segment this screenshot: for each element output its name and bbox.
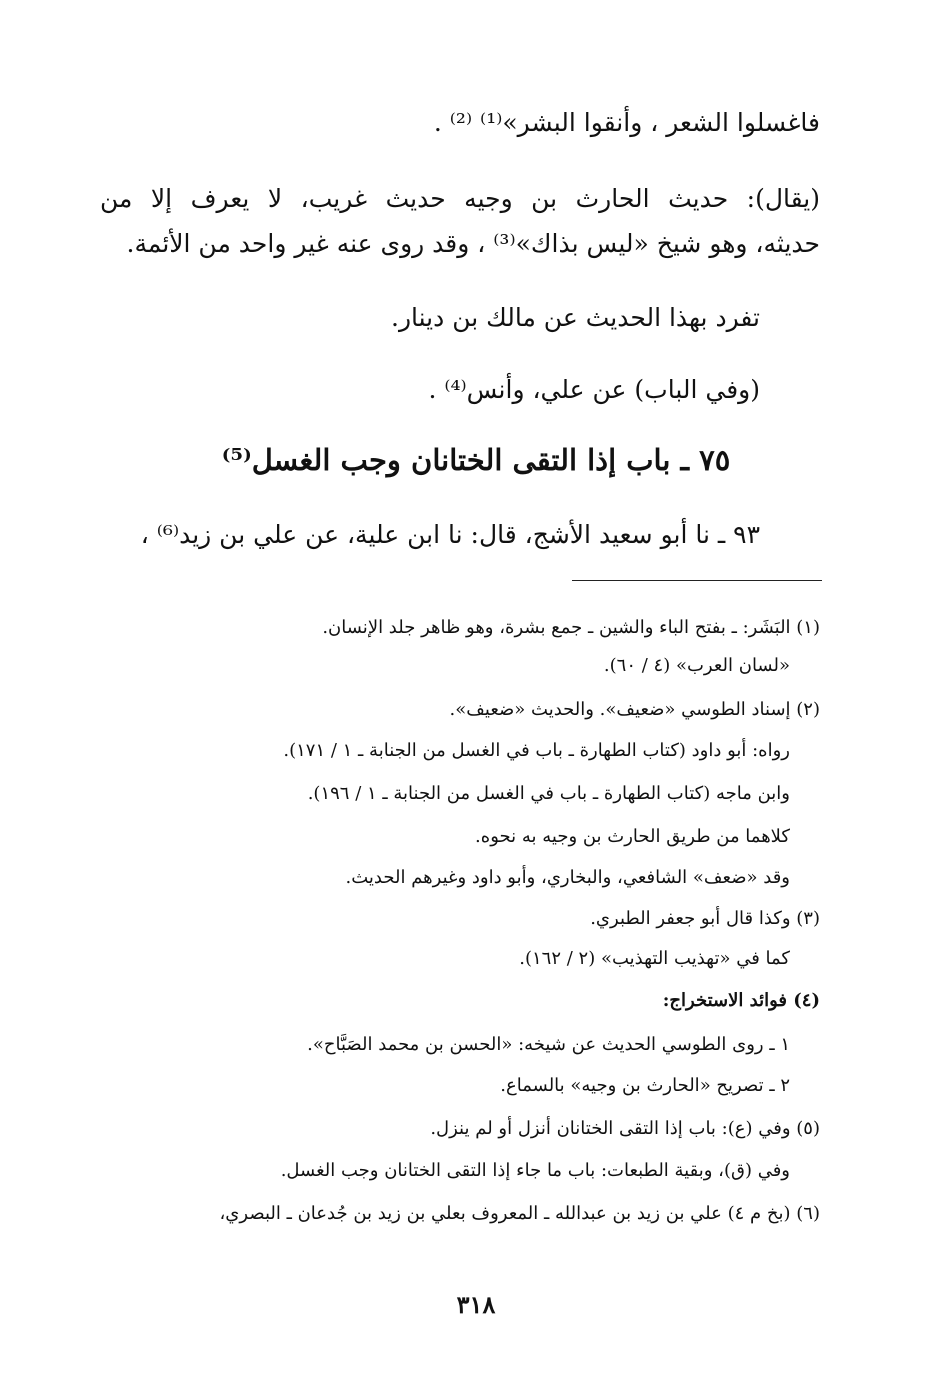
page-number: ٣١٨ [456,1290,496,1319]
footnote-separator [572,580,822,581]
footnote-4c: ٢ ـ تصريح «الحارث بن وجيه» بالسماع. [500,1075,790,1096]
footnote-2a: (٢) إسناد الطوسي «ضعيف». والحديث «ضعيف». [449,699,820,720]
footnote-2b: رواه: أبو داود (كتاب الطهارة ـ باب في الغسل من الجنابة ـ ١ / ١٧١). [283,740,790,761]
footnote-2e: وقد «ضعف» الشافعي، والبخاري، وأبو داود وغيرهم الحديث. [345,867,790,888]
footnote-3b: كما في «تهذيب التهذيب» (٢ / ١٦٢). [519,948,790,969]
footnote-2d: كلاهما من طريق الحارث بن وجيه به نحوه. [475,826,790,847]
footnote-1a: (١) البَشَر: ـ بفتح الباء والشين ـ جمع بشرة، وهو ظاهر جلد الإنسان. [322,617,820,638]
body-line-6: ٩٣ ـ نا أبو سعيد الأشج، قال: نا ابن علية، عن علي بن زيد⁽⁶⁾ ، [140,520,760,549]
footnote-1b: «لسان العرب» (٤ / ٦٠). [603,655,790,676]
body-line-2: (يقال): حديث الحارث بن وجيه حديث غريب، لا يعرف إلا من [100,184,820,213]
footnote-5b: وفي (ق)، وبقية الطبعات: باب ما جاء إذا التقى الختانان وجب الغسل. [280,1160,790,1181]
footnote-6a: (٦) (بخ م ٤) علي بن زيد بن عبدالله ـ المعروف بعلي بن زيد بن جُدعان ـ البصري، [219,1203,820,1224]
footnote-3a: (٣) وكذا قال أبو جعفر الطبري. [590,908,820,929]
body-line-1: فاغسلوا الشعر ، وأنقوا البشر»⁽¹⁾ ⁽²⁾ . [433,108,820,137]
body-line-5: (وفي الباب) عن علي، وأنس⁽⁴⁾ . [428,375,760,404]
footnote-2c: وابن ماجه (كتاب الطهارة ـ باب في الغسل من الجنابة ـ ١ / ١٩٦). [307,783,790,804]
chapter-heading: ٧٥ ـ باب إذا التقى الختانان وجب الغسل⁽⁵⁾ [221,443,731,477]
body-line-3: حديثه، وهو شيخ «ليس بذاك»⁽³⁾ ، وقد روى عنه غير واحد من الأئمة. [126,229,820,258]
body-line-4: تفرد بهذا الحديث عن مالك بن دينار. [391,303,760,332]
footnote-5a: (٥) وفي (ع): باب إذا التقى الختانان أنزل أو لم ينزل. [430,1118,820,1139]
footnote-4b: ١ ـ روى الطوسي الحديث عن شيخه: «الحسن بن محمد الصَبَّاح». [307,1034,790,1055]
footnote-4a: (٤) فوائد الاستخراج: [662,990,820,1011]
